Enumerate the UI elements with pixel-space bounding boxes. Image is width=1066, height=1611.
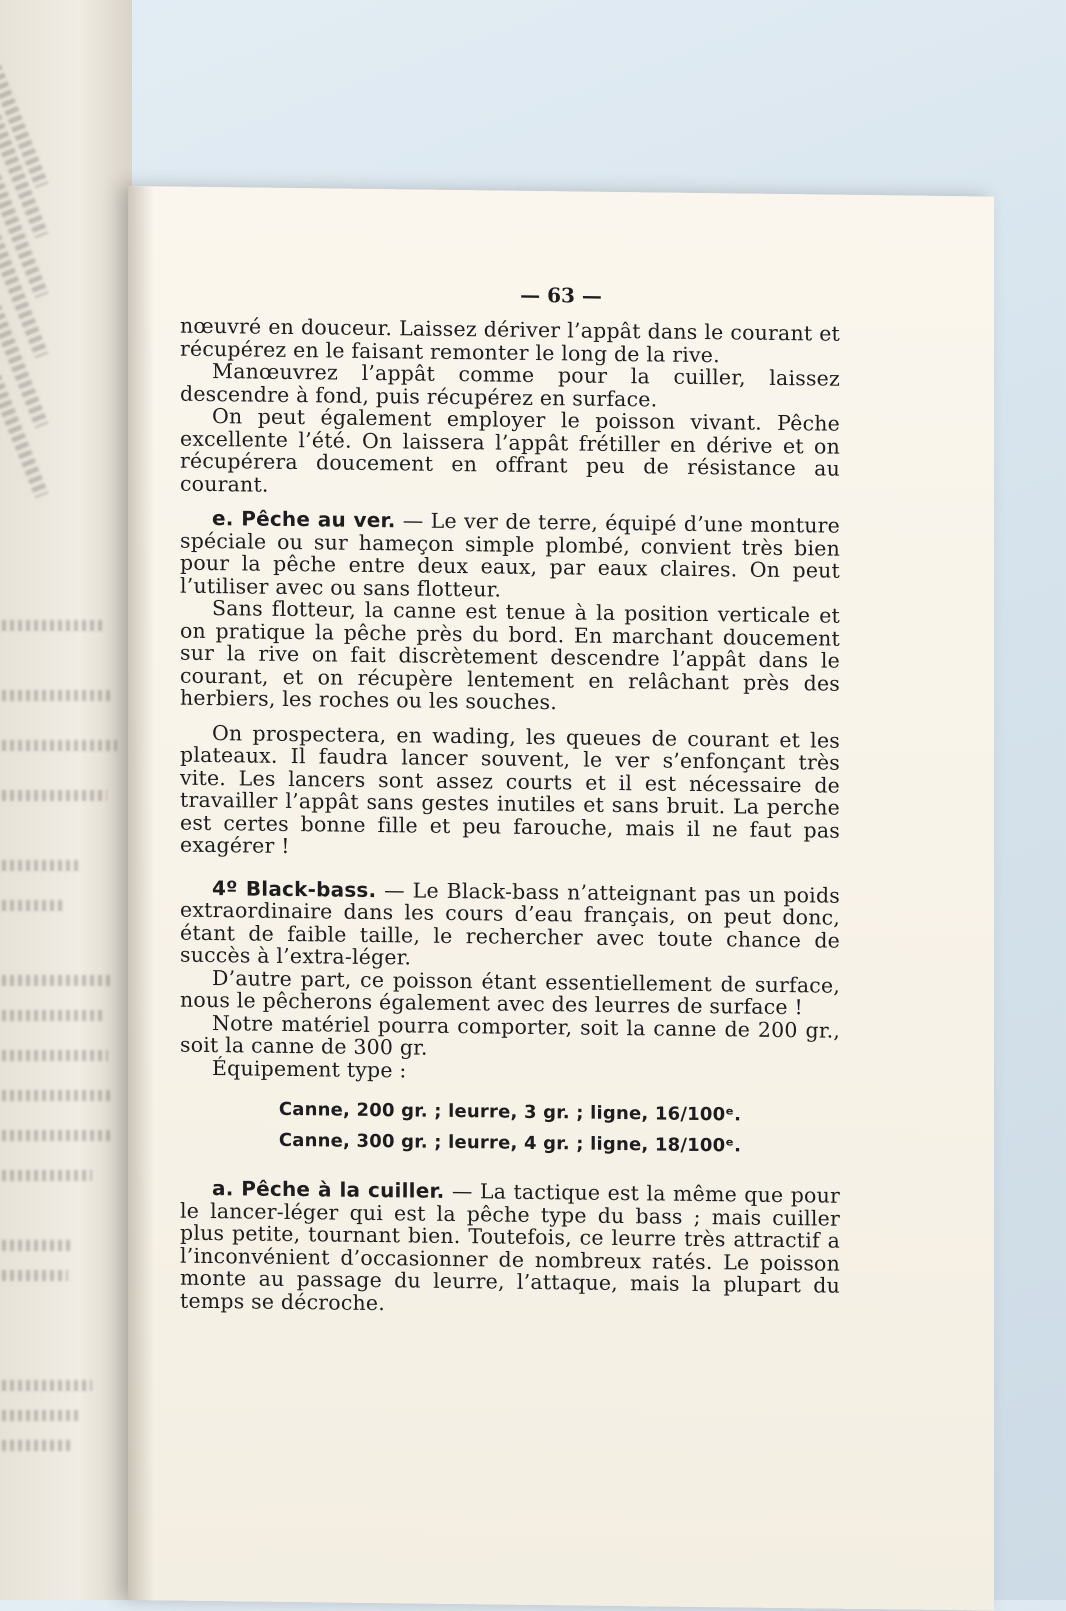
facing-page-blurred-text <box>2 1440 72 1451</box>
facing-page-blurred-text <box>2 1380 92 1391</box>
page-body <box>180 315 840 1320</box>
facing-page-blurred-text <box>2 1130 110 1141</box>
facing-page-blurred-text <box>2 860 82 871</box>
facing-page-blurred-text <box>2 1050 108 1061</box>
section-paragraph <box>180 507 840 605</box>
facing-page-blurred-text <box>2 1170 92 1181</box>
page-gutter-shadow <box>128 186 154 1600</box>
facing-page-blurred-text <box>2 900 62 911</box>
paragraph: On prospectera, en wading, les queues de courant et les plateaux. Il faudra lancer souvent, le ver s’enfonçant très vite. Les lancers sont assez courts et il est nécessaire de travailler l’appât sans gestes inutiles et sans bruit. La perche est certes bonne fille et peu farouche, mais il ne faut pas exagérer ! <box>180 720 840 858</box>
section-text: — Le Black-bass n’atteignant pas un poids extraordinaire dans les cours d’eau français, on peut donc, étant de faible taille, le rechercher avec toute chance de succès à l’extra-léger. <box>180 877 840 970</box>
book-page <box>128 186 994 1611</box>
paragraph: Manœuvrez l’appât comme pour la cuiller, laissez descendre à fond, puis récupérez en surface. <box>180 359 840 411</box>
section-heading: a. Pêche à la cuiller. <box>212 1176 445 1203</box>
section-paragraph <box>180 1177 840 1320</box>
facing-page-left <box>0 0 132 1600</box>
paragraph: On peut également employer le poisson vivant. Pêche excellente l’été. On laissera l’appât frétiller en dérive et on récupérera doucement en offrant peu de résistance au courant. <box>180 404 840 497</box>
facing-page-blurred-text <box>2 1240 72 1251</box>
facing-page-blurred-text <box>2 740 117 751</box>
section-text: — Le ver de terre, équipé d’une monture spéciale ou sur hameçon simple plombé, convient très bien pour la pêche entre deux eaux, par eaux claires. On peut l’utiliser avec ou sans flotteur. <box>180 508 841 602</box>
section-paragraph <box>180 876 840 974</box>
equipment-list <box>180 1093 840 1163</box>
paragraph: Équipement type : <box>212 1055 407 1082</box>
facing-page-blurred-text <box>2 690 112 701</box>
facing-page-blurred-text <box>2 620 102 631</box>
facing-page-blurred-text <box>2 1010 102 1021</box>
paragraph: Sans flotteur, la canne est tenue à la position verticale et on pratique la pêche près du bord. En marchant doucement sur la rive on fait discrètement descendre l’appât dans le courant, et on récupère lentement en relâchant près des herbiers, les roches ou les souches. <box>180 596 840 715</box>
section-text: — La tactique est la même que pour le lancer-léger qui est la pêche type du bass ; mais cuiller plus petite, tournant bien. Toutefois, ce leurre très attractif a l’inconvénient d’occasionner de nombreux ratés. Le poisson monte au passage du leurre, l’attaque, mais la plupart du temps se décroche. <box>180 1178 840 1315</box>
facing-page-blurred-text <box>2 1090 114 1101</box>
equipment-line: Canne, 300 gr. ; leurre, 4 gr. ; ligne, 18/100ᵉ. <box>278 1129 742 1157</box>
section-heading: 4º Black-bass. <box>212 875 377 902</box>
facing-page-blurred-text <box>2 1270 68 1281</box>
equipment-line: Canne, 200 gr. ; leurre, 3 gr. ; ligne, 16/100ᵉ. <box>278 1098 742 1126</box>
paragraph: nœuvré en douceur. Laissez dériver l’appât dans le courant et récupérez en le faisant remonter le long de la rive. <box>180 313 840 367</box>
facing-page-blurred-text <box>2 1410 82 1421</box>
page-number: — 63 — <box>520 282 602 308</box>
facing-page-blurred-text <box>2 790 107 801</box>
paragraph: Notre matériel pourra comporter, soit la canne de 200 gr., soit la canne de 300 gr. <box>180 1010 840 1060</box>
facing-page-blurred-text <box>2 975 114 986</box>
paragraph: D’autre part, ce poisson étant essentiellement de surface, nous le pêcherons également avec des leurres de surface ! <box>180 965 840 1020</box>
section-heading: e. Pêche au ver. <box>212 506 396 533</box>
